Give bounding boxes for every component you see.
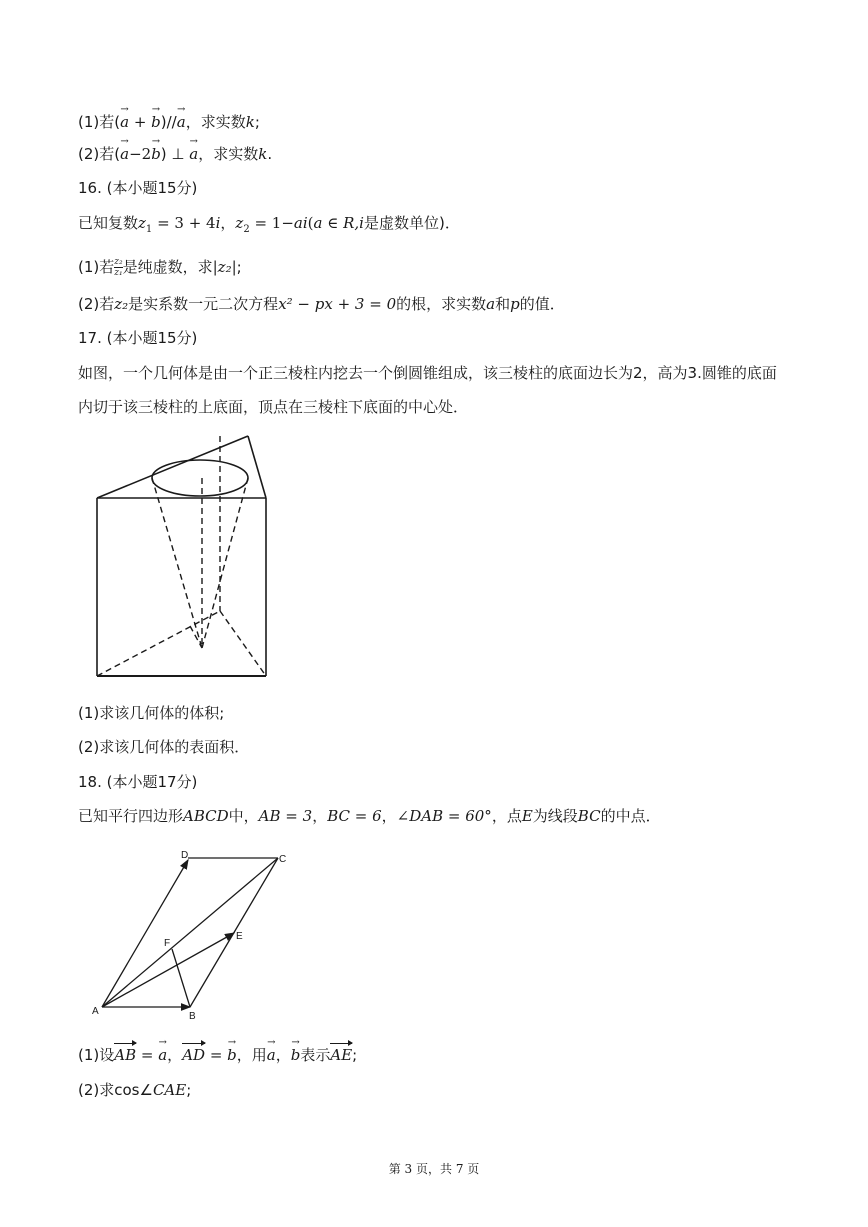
label-E: E — [236, 931, 243, 942]
label-F: F — [164, 938, 171, 949]
page-footer: 第 3 页，共 7 页 — [388, 1162, 480, 1176]
fraction-z2-over-z1: $\frac{\text{z₂}}{\text{z₁}}$ — [114, 257, 123, 278]
q17-part1: (1)求该几何体的体积; — [78, 704, 225, 722]
q18-header: 18. (本小题17分) — [78, 773, 198, 791]
q15-part1: (1)若(→ a + → b)//→ a，求实数k; — [78, 112, 260, 132]
label-A: A — [92, 1006, 99, 1017]
label-B: B — [189, 1011, 196, 1022]
parallelogram-figure — [90, 845, 300, 1025]
q17-part2: (2)求该几何体的表面积． — [78, 738, 250, 756]
q16-header: 16. (本小题15分) — [78, 179, 198, 197]
prism-cone-figure — [90, 433, 275, 683]
q18-part1: (1)设AB = → a，AD = → b，用→ a，→ b表示AE; — [78, 1045, 357, 1065]
q17-stem-line2: 内切于该三棱柱的上底面，顶点在三棱柱下底面的中心处． — [78, 398, 469, 416]
q17-header: 17. (本小题15分) — [78, 329, 198, 347]
q16-part2: (2)若z₂是实系数一元二次方程x² − px + 3 = 0的根，求实数a和p的值． — [78, 295, 565, 313]
q16-part1: (1)若 $\frac{\text{z₂}}{\text{z₁}}$ 是纯虚数，求|z₂|; — [78, 257, 242, 278]
label-C: C — [279, 854, 287, 865]
label-D: D — [181, 850, 189, 861]
q18-part2: (2)求cos∠CAE; — [78, 1081, 192, 1099]
q16-stem: 已知复数$z_1 = 3 + 4i$，$z_2 = 1-ai(a$ ∈ R,i是虚数单位)． — [78, 214, 460, 235]
q15-part2: (2)若(→ a−2→ b) ⊥ → a，求实数k. — [78, 144, 272, 164]
q18-stem: 已知平行四边形ABCD中，AB = 3，BC = 6，∠DAB = 60°，点E为线段BC的中点． — [78, 807, 661, 825]
q17-stem-line1: 如图，一个几何体是由一个正三棱柱内挖去一个倒圆锥组成，该三棱柱的底面边长为2，高为3.圆锥的底面 — [78, 364, 777, 382]
